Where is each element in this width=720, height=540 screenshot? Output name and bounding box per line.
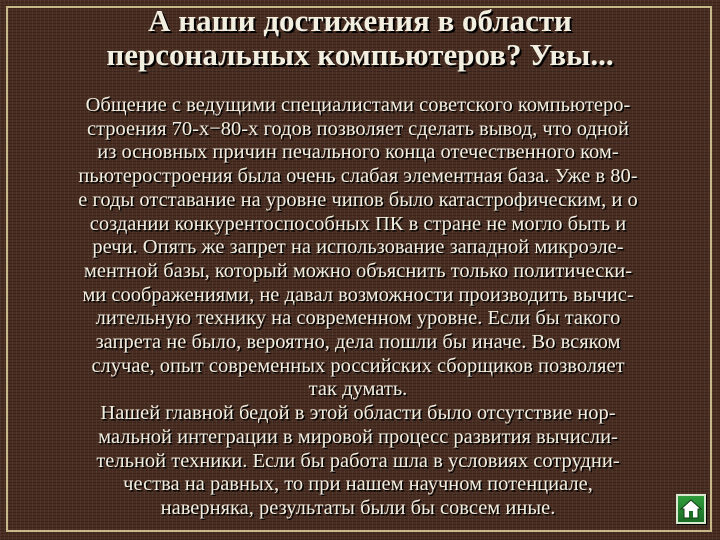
body-line: е годы отставание на уровне чипов было катастрофическим, и о <box>78 188 638 211</box>
title-line-1: А наши достижения в области <box>148 3 572 38</box>
slide-body <box>8 94 708 521</box>
body-line: пьютеростроения была очень слабая элементная база. Уже в 80- <box>78 165 638 188</box>
slide-title <box>0 4 720 72</box>
home-icon <box>678 496 704 522</box>
body-line: создании конкурентоспособных ПК в стране не могло быть и <box>89 212 627 235</box>
body-line: Общение с ведущими специалистами советского компьютеро- <box>85 94 631 116</box>
body-line: наверняка, результаты были бы совсем иные. <box>160 496 556 519</box>
body-line: чества на равных, то при нашем научном потенциале, <box>123 473 593 496</box>
body-line: из основных причин печального конца отечественного ком- <box>97 141 619 164</box>
body-line: мальной интеграции в мировой процесс развития вычисли- <box>98 425 618 448</box>
body-line: случае, опыт современных российских сборщиков позволяет <box>91 354 625 377</box>
body-line: ми соображениями, не давал возможности производить вычис- <box>82 283 634 306</box>
body-line: лительную технику на современном уровне. Если бы такого <box>95 307 621 330</box>
body-line: тельной техники. Если бы работа шла в условиях сотрудни- <box>96 449 620 472</box>
body-line: ментной базы, который можно объяснить только политически- <box>83 259 633 282</box>
home-button[interactable] <box>676 494 706 524</box>
body-line: строения 70-х−80-х годов позволяет сделать вывод, что одной <box>86 117 630 140</box>
body-line: речи. Опять же запрет на использование западной микроэле- <box>92 236 624 259</box>
body-line: Нашей главной бедой в этой области было отсутствие нор- <box>100 402 616 425</box>
body-line: так думать. <box>308 378 408 401</box>
body-line: запрета не было, вероятно, дела пошли бы иначе. Во всяком <box>95 331 621 354</box>
title-line-2: персональных компьютеров? Увы... <box>106 37 614 72</box>
